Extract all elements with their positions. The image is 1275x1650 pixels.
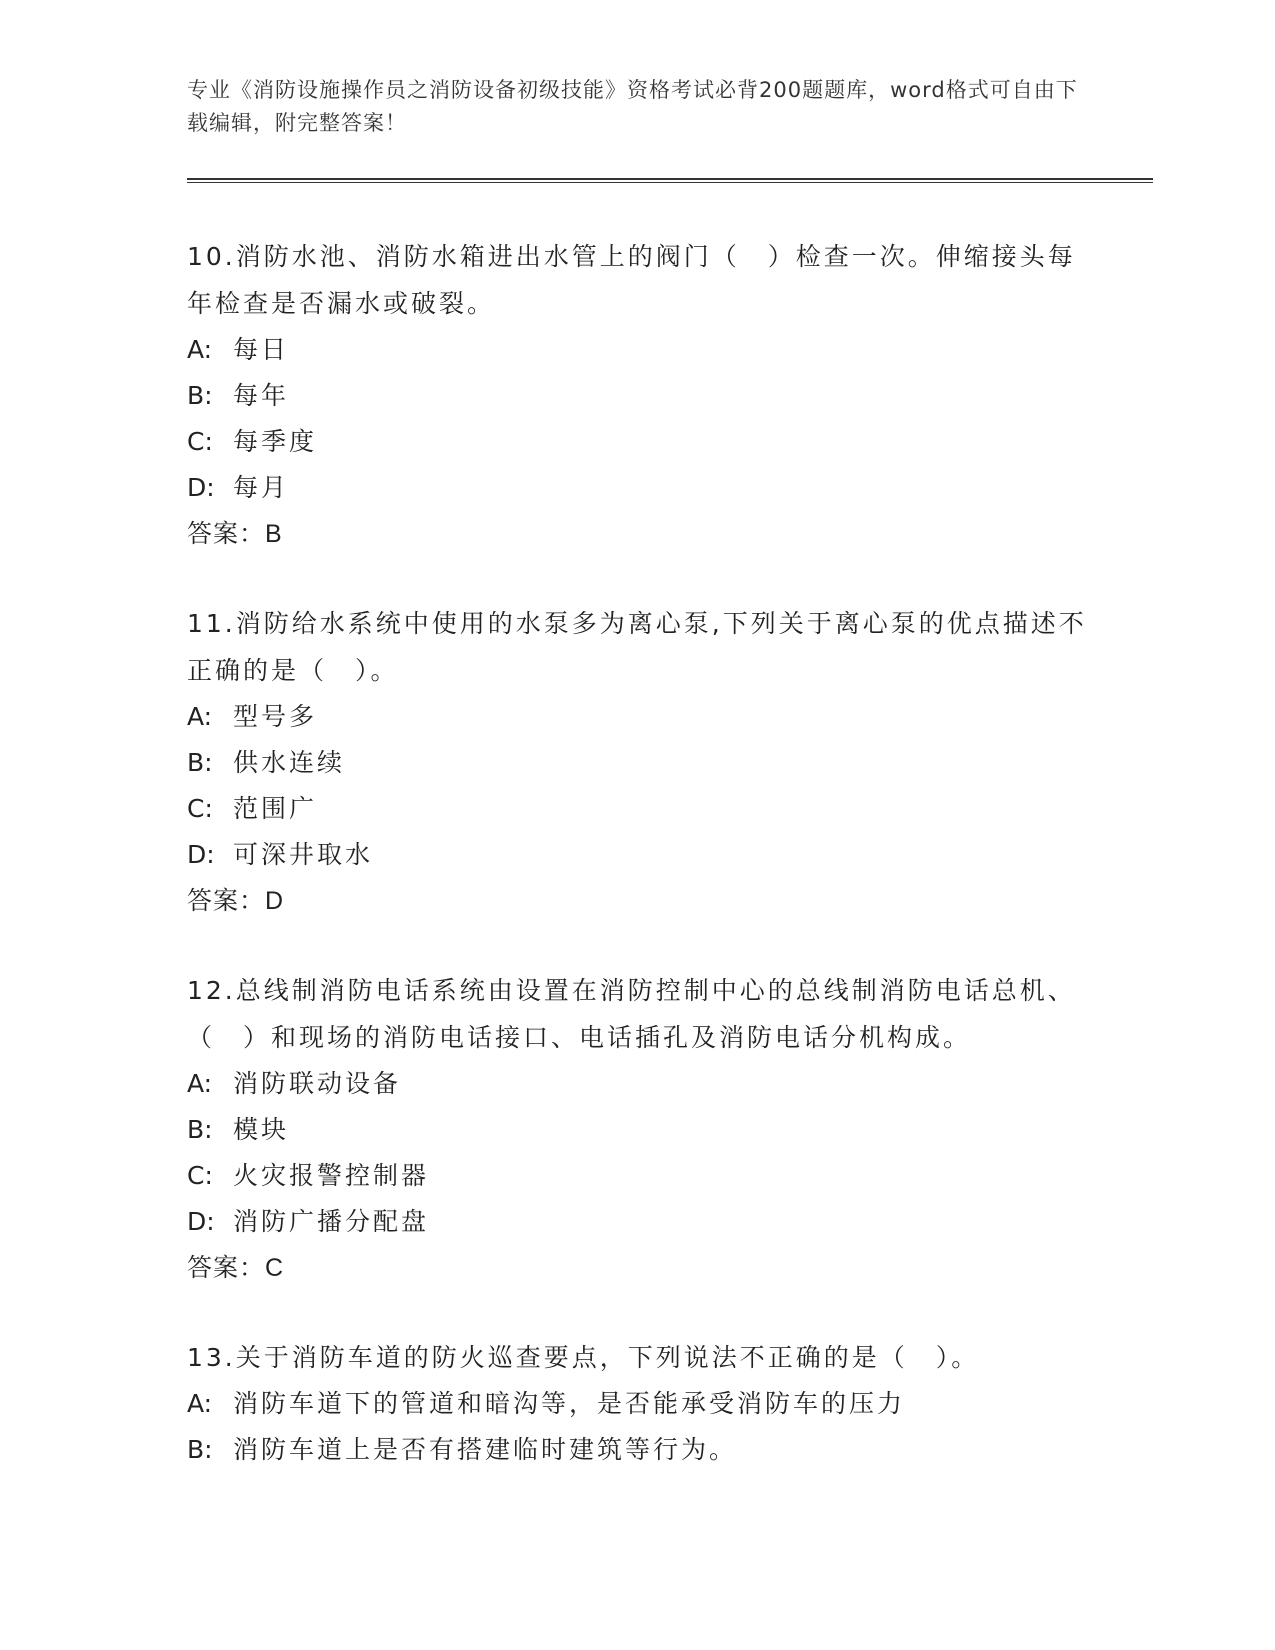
option-d: [187, 1199, 1087, 1245]
option-c: [187, 419, 1087, 465]
option-b: [187, 1107, 1087, 1153]
option-b: [187, 373, 1087, 419]
question-10: [187, 233, 1087, 557]
option-b: [187, 740, 1087, 786]
option-text: 供水连续: [233, 748, 346, 777]
option-text: 火灾报警控制器: [233, 1161, 430, 1190]
option-text: 消防联动设备: [233, 1069, 402, 1098]
question-13: [187, 1334, 1087, 1473]
option-text: 可深井取水: [233, 840, 374, 869]
option-a: [187, 1381, 1087, 1427]
question-text: 11.消防给水系统中使用的水泵多为离心泵,下列关于离心泵的优点描述不正确的是（ ）。: [187, 609, 1087, 685]
option-text: 消防广播分配盘: [233, 1207, 430, 1236]
option-letter: A:: [187, 1389, 213, 1418]
option-text: 模块: [233, 1115, 290, 1144]
answer-line: 答案：D: [187, 887, 285, 915]
question-text: 13.关于消防车道的防火巡查要点，下列说法不正确的是（ ）。: [187, 1343, 980, 1372]
option-text: 每日: [233, 335, 290, 364]
option-a: [187, 327, 1087, 373]
option-letter: B:: [187, 1435, 213, 1464]
option-letter: C:: [187, 794, 213, 823]
option-text: 型号多: [233, 702, 318, 731]
question-list: [187, 233, 1087, 1516]
option-letter: D:: [187, 1207, 215, 1236]
option-text: 消防车道上是否有搭建临时建筑等行为。: [233, 1435, 738, 1464]
option-letter: B:: [187, 381, 213, 410]
question-text: 12.总线制消防电话系统由设置在消防控制中心的总线制消防电话总机、（ ）和现场的消防电话接口、电话插孔及消防电话分机构成。: [187, 976, 1076, 1052]
option-letter: B:: [187, 1115, 213, 1144]
option-letter: B:: [187, 748, 213, 777]
option-a: [187, 694, 1087, 740]
option-text: 每月: [233, 473, 290, 502]
option-letter: D:: [187, 473, 215, 502]
option-text: 消防车道下的管道和暗沟等，是否能承受消防车的压力: [233, 1389, 906, 1418]
document-header: 专业《消防设施操作员之消防设备初级技能》资格考试必背200题题库，word格式可自由下载编辑，附完整答案！: [187, 78, 1078, 135]
option-text: 每季度: [233, 427, 318, 456]
question-12: [187, 967, 1087, 1291]
option-letter: A:: [187, 1069, 213, 1098]
answer-line: 答案：C: [187, 1254, 285, 1282]
option-letter: D:: [187, 840, 215, 869]
option-letter: A:: [187, 335, 213, 364]
option-d: [187, 465, 1087, 511]
option-letter: C:: [187, 1161, 213, 1190]
option-d: [187, 832, 1087, 878]
option-b: [187, 1427, 1087, 1473]
option-text: 每年: [233, 381, 290, 410]
option-letter: C:: [187, 427, 213, 456]
option-a: [187, 1061, 1087, 1107]
option-c: [187, 786, 1087, 832]
question-text: 10.消防水池、消防水箱进出水管上的阀门（ ）检查一次。伸缩接头每年检查是否漏水或破裂。: [187, 242, 1076, 318]
question-11: [187, 600, 1087, 924]
option-text: 范围广: [233, 794, 318, 823]
option-letter: A:: [187, 702, 213, 731]
header-divider: [187, 178, 1153, 183]
option-c: [187, 1153, 1087, 1199]
answer-line: 答案：B: [187, 520, 283, 548]
